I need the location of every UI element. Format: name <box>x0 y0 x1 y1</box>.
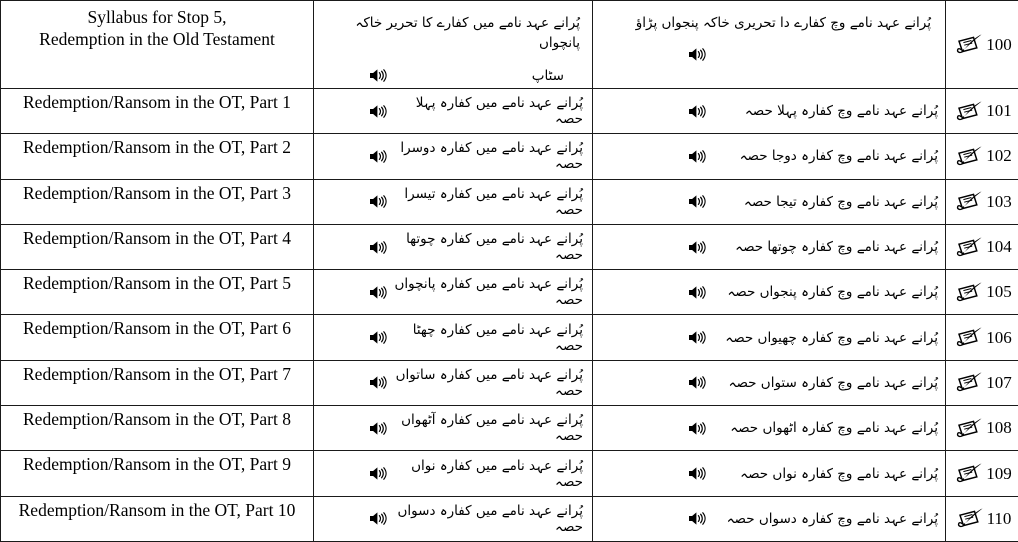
scroll-quill-icon[interactable] <box>954 281 984 304</box>
punjabi-audio-cell <box>593 406 946 451</box>
track-number: 101 <box>986 101 1012 121</box>
track-number: 104 <box>986 237 1012 257</box>
urdu-audio-cell <box>314 497 593 542</box>
scroll-quill-icon[interactable] <box>954 100 984 123</box>
lesson-title-urdu: پُرانے عہد نامے میں کفارہ نواں حصہ <box>411 457 583 490</box>
punjabi-audio-cell <box>593 315 946 360</box>
punjabi-audio-cell <box>593 134 946 179</box>
scroll-quill-icon[interactable] <box>954 417 984 440</box>
track-number-cell <box>946 451 1018 496</box>
track-number-cell <box>946 406 1018 451</box>
speaker-icon[interactable] <box>688 240 706 255</box>
scroll-quill-icon[interactable] <box>955 507 985 530</box>
speaker-icon[interactable] <box>688 466 706 481</box>
track-number: 108 <box>986 418 1012 438</box>
speaker-icon[interactable] <box>369 330 387 345</box>
punjabi-audio-cell <box>593 180 946 225</box>
speaker-icon[interactable] <box>688 47 706 62</box>
lesson-title-english: Redemption/Ransom in the OT, Part 4 <box>1 225 314 270</box>
speaker-icon[interactable] <box>369 240 387 255</box>
header-punjabi-title: پُرانے عہد نامے وچ کفارے دا تحریری خاکہ پنجواں پڑاؤ <box>635 15 931 31</box>
lesson-title-punjabi: پُرانے عہد نامے وچ کفارہ دوجا حصہ <box>739 148 938 165</box>
header-urdu-audio-row <box>314 68 592 84</box>
lesson-title-punjabi: پُرانے عہد نامے وچ کفارہ تیجا حصہ <box>743 193 938 210</box>
lesson-title-punjabi: پُرانے عہد نامے وچ کفارہ پنجواں حصہ <box>727 284 938 301</box>
lesson-title-punjabi: پُرانے عہد نامے وچ کفارہ اٹھواں حصہ <box>730 420 938 437</box>
urdu-audio-cell <box>314 406 593 451</box>
urdu-audio-cell <box>314 270 593 315</box>
lesson-title-urdu: پُرانے عہد نامے میں کفارہ پانچواں حصہ <box>394 276 583 309</box>
track-number: 110 <box>986 508 1012 528</box>
speaker-icon[interactable] <box>369 149 387 164</box>
scroll-quill-icon[interactable] <box>954 462 984 485</box>
speaker-icon[interactable] <box>369 68 387 83</box>
lesson-title-urdu: پُرانے عہد نامے میں کفارہ تیسرا حصہ <box>404 185 583 218</box>
header-number <box>946 1 1018 89</box>
track-number-cell <box>946 315 1018 360</box>
lesson-title-punjabi: پُرانے عہد نامے وچ کفارہ چوتھا حصہ <box>735 239 938 256</box>
track-number: 105 <box>986 282 1012 302</box>
speaker-icon[interactable] <box>688 421 706 436</box>
track-number-cell <box>946 134 1018 179</box>
track-number-cell <box>946 89 1018 134</box>
speaker-icon[interactable] <box>369 375 387 390</box>
lesson-title-english: Redemption/Ransom in the OT, Part 7 <box>1 361 314 406</box>
header-urdu <box>314 1 593 89</box>
lesson-title-urdu: پُرانے عہد نامے میں کفارہ چھٹا حصہ <box>412 321 583 354</box>
scroll-quill-icon[interactable] <box>954 236 984 259</box>
urdu-audio-cell <box>314 451 593 496</box>
speaker-icon[interactable] <box>688 375 706 390</box>
lesson-title-english: Redemption/Ransom in the OT, Part 1 <box>1 89 314 134</box>
track-number: 100 <box>986 34 1012 54</box>
lesson-title-urdu: پُرانے عہد نامے میں کفارہ دسواں حصہ <box>397 502 583 535</box>
track-number-cell <box>946 270 1018 315</box>
lesson-title-urdu: پُرانے عہد نامے میں کفارہ ساتواں حصہ <box>395 366 583 399</box>
header-punjabi <box>593 1 946 89</box>
speaker-icon[interactable] <box>369 285 387 300</box>
speaker-icon[interactable] <box>688 330 706 345</box>
header-punjabi-audio-row <box>593 47 945 62</box>
track-number-cell <box>946 361 1018 406</box>
header-english <box>1 1 314 89</box>
scroll-quill-icon[interactable] <box>954 326 984 349</box>
scroll-quill-icon[interactable] <box>954 371 984 394</box>
punjabi-audio-cell <box>593 361 946 406</box>
speaker-icon[interactable] <box>688 285 706 300</box>
speaker-icon[interactable] <box>369 466 387 481</box>
lesson-title-english: Redemption/Ransom in the OT, Part 9 <box>1 451 314 496</box>
track-number: 106 <box>986 327 1012 347</box>
lesson-title-urdu: پُرانے عہد نامے میں کفارہ چوتھا حصہ <box>406 231 583 264</box>
punjabi-audio-cell <box>593 225 946 270</box>
lesson-title-urdu: پُرانے عہد نامے میں کفارہ پہلا حصہ <box>415 95 583 128</box>
speaker-icon[interactable] <box>369 104 387 119</box>
lesson-title-english: Redemption/Ransom in the OT, Part 5 <box>1 270 314 315</box>
punjabi-audio-cell <box>593 497 946 542</box>
speaker-icon[interactable] <box>369 421 387 436</box>
urdu-audio-cell <box>314 315 593 360</box>
header-english-line2: Redemption in the Old Testament <box>39 28 275 49</box>
track-number-cell <box>946 497 1018 542</box>
speaker-icon[interactable] <box>369 194 387 209</box>
punjabi-audio-cell <box>593 89 946 134</box>
lesson-title-english: Redemption/Ransom in the OT, Part 8 <box>1 406 314 451</box>
track-number: 102 <box>986 146 1012 166</box>
lesson-title-urdu: پُرانے عہد نامے میں کفارہ آٹھواں حصہ <box>401 412 583 445</box>
punjabi-audio-cell <box>593 451 946 496</box>
speaker-icon[interactable] <box>688 194 706 209</box>
lesson-title-english: Redemption/Ransom in the OT, Part 2 <box>1 134 314 179</box>
lesson-title-urdu: پُرانے عہد نامے میں کفارہ دوسرا حصہ <box>400 140 583 173</box>
lesson-title-english: Redemption/Ransom in the OT, Part 10 <box>1 497 314 542</box>
urdu-audio-cell <box>314 361 593 406</box>
lesson-title-punjabi: پُرانے عہد نامے وچ کفارہ پہلا حصہ <box>744 103 938 120</box>
header-urdu-title-line2: سٹاپ <box>531 67 564 84</box>
speaker-icon[interactable] <box>688 104 706 119</box>
scroll-quill-icon[interactable] <box>954 33 984 56</box>
speaker-icon[interactable] <box>688 149 706 164</box>
punjabi-audio-cell <box>593 270 946 315</box>
track-number: 107 <box>986 372 1012 392</box>
track-number-cell <box>946 180 1018 225</box>
speaker-icon[interactable] <box>369 511 387 526</box>
speaker-icon[interactable] <box>688 511 706 526</box>
lesson-title-punjabi: پُرانے عہد نامے وچ کفارہ دسواں حصہ <box>726 510 938 527</box>
scroll-quill-icon[interactable] <box>954 145 984 168</box>
lesson-title-punjabi: پُرانے عہد نامے وچ کفارہ نواں حصہ <box>740 465 938 482</box>
lesson-title-punjabi: پُرانے عہد نامے وچ کفارہ ستواں حصہ <box>728 374 938 391</box>
urdu-audio-cell <box>314 225 593 270</box>
track-number: 103 <box>986 191 1012 211</box>
header-urdu-title: پُرانے عہد نامے میں کفارے کا تحریر خاکہ پانچواں <box>355 15 580 52</box>
track-number-cell <box>946 225 1018 270</box>
track-number: 109 <box>986 463 1012 483</box>
lesson-title-english: Redemption/Ransom in the OT, Part 3 <box>1 180 314 225</box>
scroll-quill-icon[interactable] <box>954 190 984 213</box>
lesson-title-english: Redemption/Ransom in the OT, Part 6 <box>1 315 314 360</box>
urdu-audio-cell <box>314 134 593 179</box>
header-english-line1: Syllabus for Stop 5, <box>87 7 227 27</box>
urdu-audio-cell <box>314 180 593 225</box>
lesson-title-punjabi: پُرانے عہد نامے وچ کفارہ چھیواں حصہ <box>725 329 938 346</box>
urdu-audio-cell <box>314 89 593 134</box>
